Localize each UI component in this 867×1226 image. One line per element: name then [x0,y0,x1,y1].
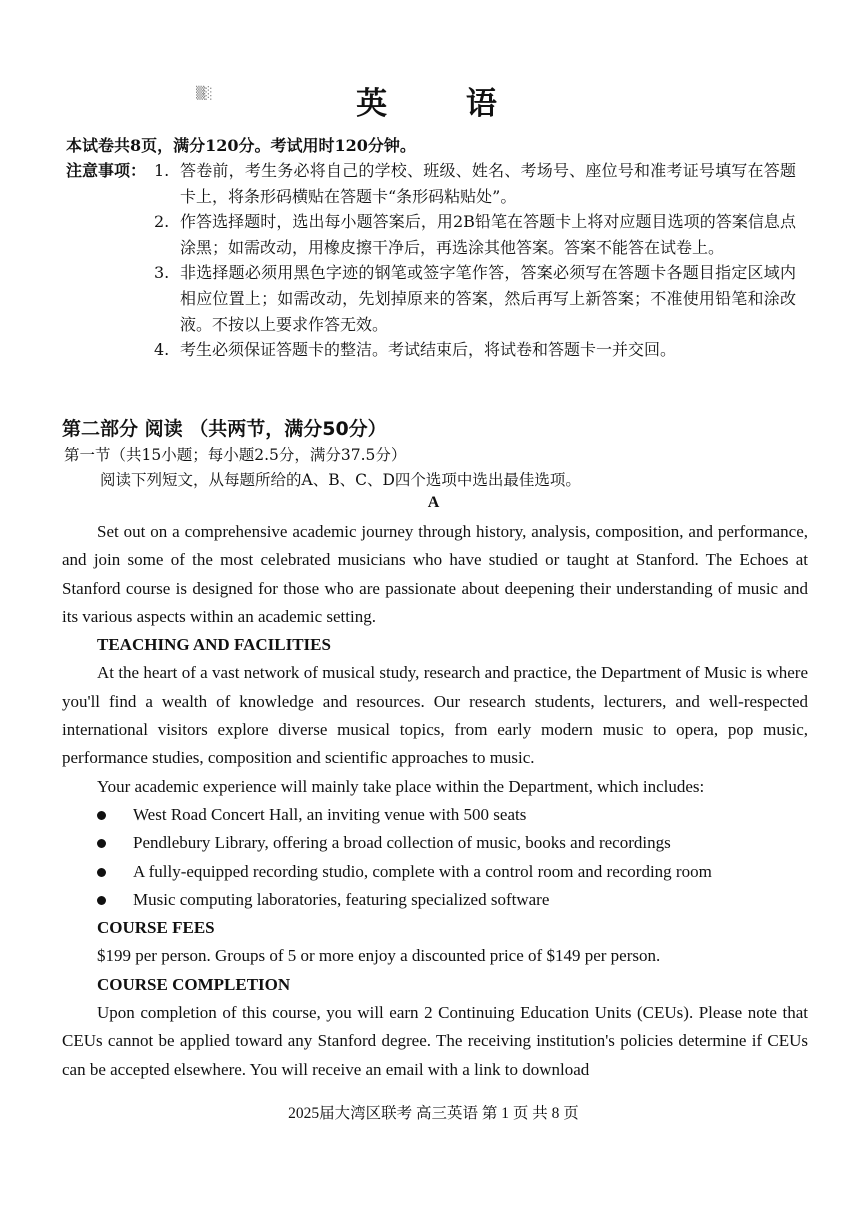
note-text: 答卷前，考生务必将自己的学校、班级、姓名、考场号、座位号和准考证号填写在答题卡上，将条形码横贴在答题卡“条形码粘贴处”。 [180,161,796,206]
note-text: 考生必须保证答题卡的整洁。考试结束后，将试卷和答题卡一并交回。 [180,340,677,360]
note-number: 3. [154,263,170,283]
list-item [62,858,808,886]
list-item [62,829,808,857]
passage-intro: Set out on a comprehensive academic journey through history, analysis, composition, and performance, and join some of the most celebrated musicians who have studied or taught at Stanford. The Echoes at Stanford course is designed for those who are passionate about deepening their understanding of music and its various aspects within an academic setting. [62,522,808,626]
list-item [62,801,808,829]
heading-course-fees: COURSE FEES [97,918,215,938]
bullet-icon [97,868,106,877]
note-item [66,260,796,337]
note-number: 4. [154,340,170,360]
bullet-icon [97,839,106,848]
section-instruction: 阅读下列短文，从每题所给的A、B、C、D四个选项中选出最佳选项。 [100,471,581,489]
notes-label: 注意事项： [66,161,147,180]
exam-notes [66,158,796,363]
list-item [62,886,808,914]
passage-letter: A [427,494,440,511]
passage-paragraph: At the heart of a vast network of musical study, research and practice, the Department of Music is where you'll find a wealth of knowledge and resources. Our research students, lecturers, and well-respected international visitors explore diverse musical topics, from early modern music to opera, pop music, performance studies, composition and scientific approaches to music. [62,663,808,768]
page-footer: 2025届大湾区联考 高三英语 第 1 页 共 8 页 [288,1105,579,1122]
section-subtitle: 第一节（共15小题；每小题2.5分，满分37.5分） [64,446,407,464]
passage-paragraph: Your academic experience will mainly take place within the Department, which includes: [97,776,705,796]
exam-title: 英 语 [356,86,531,122]
scan-smudge-mark: ▒░ [196,86,211,100]
note-item [66,209,796,260]
facility-text: A fully-equipped recording studio, complete with a control room and recording room [133,861,712,881]
note-number: 1. [154,161,170,180]
reading-passage [62,518,808,1084]
heading-course-completion: COURSE COMPLETION [97,974,291,994]
heading-teaching-facilities: TEACHING AND FACILITIES [97,635,331,655]
course-completion-text: Upon completion of this course, you will earn 2 Continuing Education Units (CEUs). Please note that CEUs cannot be applied toward any Stanford degree. The receiving institution's policies determine if CEUs can be accepted elsewhere. You will receive an email with a link to download [62,1003,808,1079]
facility-text: Pendlebury Library, offering a broad collection of music, books and recordings [133,833,671,853]
facilities-list [62,801,808,914]
note-number: 2. [154,212,170,232]
facility-text: Music computing laboratories, featuring specialized software [133,889,550,909]
bullet-icon [97,811,106,820]
note-text: 作答选择题时，选出每小题答案后，用2B铅笔在答题卡上将对应题目选项的答案信息点涂黑；如需改动，用橡皮擦干净后，再选涂其他答案。答案不能答在试卷上。 [180,212,796,257]
note-item [66,337,796,363]
section-title: 第二部分 阅读 （共两节，满分50分） [62,418,387,440]
course-fees-text: $199 per person. Groups of 5 or more enjoy a discounted price of $149 per person. [97,946,661,966]
exam-info-line: 本试卷共8页，满分120分。考试用时120分钟。 [66,136,416,155]
bullet-icon [97,896,106,905]
facility-text: West Road Concert Hall, an inviting venue with 500 seats [133,804,527,824]
note-item [66,158,796,209]
note-text: 非选择题必须用黑色字迹的钢笔或签字笔作答，答案必须写在答题卡各题目指定区域内相应位置上；如需改动，先划掉原来的答案，然后再写上新答案；不准使用铅笔和涂改液。不按以上要求作答无效。 [180,263,796,334]
